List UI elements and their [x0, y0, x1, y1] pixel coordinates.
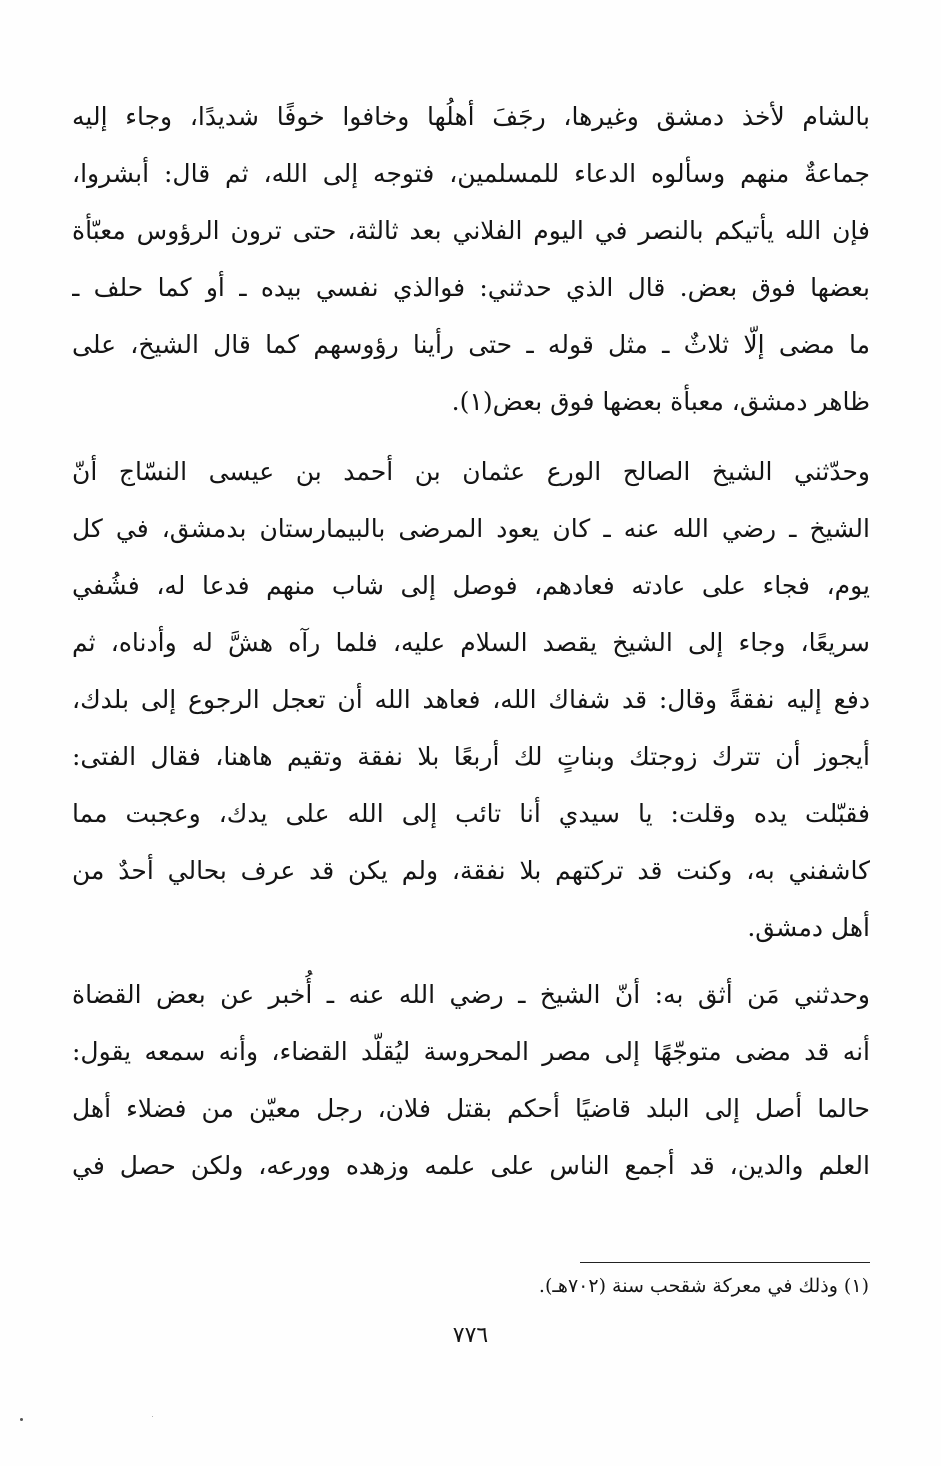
- page-number: ٧٧٦: [452, 1323, 489, 1348]
- paragraph-2: [72, 443, 870, 956]
- text-line: دفع إليه نفقةً وقال: قد شفاك الله، فعاهد الله أن تعجل الرجوع إلى بلدك،: [72, 685, 870, 714]
- text-line: سريعًا، وجاء إلى الشيخ يقصد السلام عليه، فلما رآه هشَّ له وأدناه، ثم: [72, 628, 870, 657]
- text-line: بالشام لأخذ دمشق وغيرها، رجَفَ أهلُها وخافوا خوفًا شديدًا، وجاء إليه: [72, 102, 870, 131]
- text-line: بعضها فوق بعض. قال الذي حدثني: فوالذي نفسي بيده ـ أو كما حلف ـ: [72, 273, 870, 302]
- footnote-divider: [580, 1262, 870, 1263]
- text-line: يوم، فجاء على عادته فعادهم، فوصل إلى شاب منهم فدعا له، فشُفي: [72, 571, 870, 600]
- text-line: حالما أصل إلى البلد قاضيًا أحكم بقتل فلان، رجل معيّن من فضلاء أهل: [72, 1094, 870, 1123]
- text-line: وحدّثني الشيخ الصالح الورع عثمان بن أحمد بن عيسى النسّاج أنّ: [72, 457, 870, 486]
- text-line: الشيخ ـ رضي الله عنه ـ كان يعود المرضى بالبيمارستان بدمشق، في كل: [72, 514, 870, 543]
- text-line: ظاهر دمشق، معبأة بعضها فوق بعض(١).: [451, 387, 870, 416]
- text-line: العلم والدين، قد أجمع الناس على علمه وزهده وورعه، ولكن حصل في: [72, 1151, 870, 1180]
- text-line: جماعةٌ منهم وسألوه الدعاء للمسلمين، فتوجه إلى الله، ثم قال: أبشروا،: [72, 159, 870, 188]
- text-line: أنه قد مضى متوجّهًا إلى مصر المحروسة ليُقلّد القضاء، وأنه سمعه يقول:: [72, 1037, 870, 1066]
- text-line: ما مضى إلّا ثلاثٌ ـ مثل قوله ـ حتى رأينا رؤوسهم كما قال الشيخ، على: [72, 330, 870, 359]
- text-line: فقبّلت يده وقلت: يا سيدي أنا تائب إلى الله على يدك، وعجبت مما: [72, 799, 870, 828]
- text-line: أيجوز أن تترك زوجتك وبناتٍ لك أربعًا بلا نفقة وتقيم هاهنا، فقال الفتى:: [72, 742, 870, 771]
- scan-speck: [20, 1418, 23, 1421]
- text-line: كاشفني به، وكنت قد تركتهم بلا نفقة، ولم يكن قد عرف بحالي أحدٌ من: [72, 856, 870, 885]
- text-line: فإن الله يأتيكم بالنصر في اليوم الفلاني بعد ثالثة، حتى ترون الرؤوس معبّأة: [72, 216, 870, 245]
- paragraph-3: [72, 966, 870, 1194]
- footnote: (١) وذلك في معركة شقحب سنة (٧٠٢هـ).: [538, 1275, 869, 1297]
- scan-speck: [152, 1416, 153, 1417]
- text-line: وحدثني مَن أثق به: أنّ الشيخ ـ رضي الله عنه ـ أُخبر عن بعض القضاة: [72, 980, 870, 1009]
- text-line: أهل دمشق.: [747, 913, 870, 942]
- paragraph-1: [72, 88, 870, 430]
